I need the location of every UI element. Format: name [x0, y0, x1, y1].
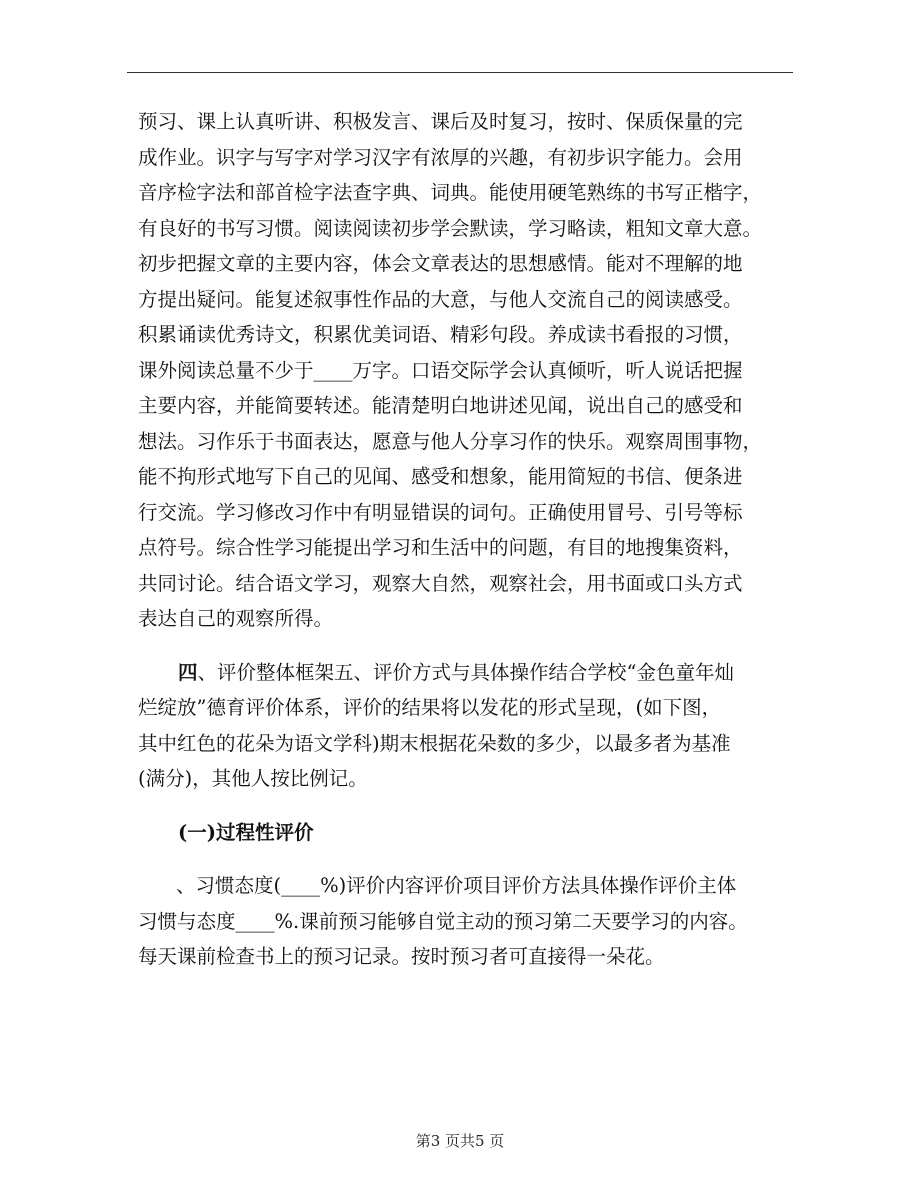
text-line: 行交流。学习修改习作中有明显错误的词句。正确使用冒号、引号等标: [138, 500, 743, 524]
text-line: 初步把握文章的主要内容，体会文章表达的思想感情。能对不理解的地: [138, 252, 743, 275]
page-footer: 第3 页共5 页: [415, 1132, 505, 1150]
text-line: 课外阅读总量不少于____万字。口语交际学会认真倾听，听人说话把握: [138, 358, 743, 382]
text-line: 习惯与态度____%.课前预习能够自觉主动的预习第二天要学习的内容。: [138, 909, 748, 933]
text-line: [138, 655, 793, 691]
text-line: 每天课前检查书上的预习记录。按时预习者可直接得一朵花。: [138, 945, 665, 968]
paragraph-1: [138, 104, 793, 637]
text-line: (满分)，其他人按比例记。: [138, 767, 368, 790]
text-line: 预习、课上认真听讲、积极发言、课后及时复习，按时、保质保量的完: [138, 110, 743, 133]
section-heading: (一)过程性评价: [178, 820, 314, 844]
text-line: 其中红色的花朵为语文学科)期末根据花朵数的多少，以最多者为基准: [138, 731, 731, 755]
paragraph-2: [138, 655, 793, 797]
header-rule: [127, 72, 793, 73]
text-line: 方提出疑问。能复述叙事性作品的大意，与他人交流自己的阅读感受。: [138, 287, 743, 311]
text-line: 点符号。综合性学习能提出学习和生活中的问题，有目的地搜集资料，: [138, 536, 743, 559]
text-line: 、习惯态度(____%)评价内容评价项目评价方法具体操作评价主体: [176, 874, 737, 897]
text-line: 能不拘形式地写下自己的见闻、感受和想象，能用简短的书信、便条进: [138, 465, 743, 488]
text-line: 主要内容，并能简要转述。能清楚明白地讲述见闻，说出自己的感受和: [138, 394, 743, 417]
text-line: 有良好的书写习惯。阅读阅读初步学会默读，学习略读，粗知文章大意。: [138, 216, 763, 240]
section-number: 四: [178, 660, 198, 684]
text-line: 积累诵读优秀诗文，积累优美词语、精彩句段。养成读书看报的习惯，: [138, 323, 743, 346]
document-body: [138, 104, 793, 975]
text-line: 烂绽放”德育评价体系，评价的结果将以发花的形式呈现，(如下图，: [138, 696, 722, 719]
text-line: 成作业。识字与写字对学习汉字有浓厚的兴趣，有初步识字能力。会用: [138, 145, 743, 169]
text-line: 共同讨论。结合语文学习，观察大自然，观察社会，用书面或口头方式: [138, 571, 743, 595]
text-line: 音序检字法和部首检字法查字典、词典。能使用硬笔熟练的书写正楷字，: [138, 181, 763, 204]
text-line: 表达自己的观察所得。: [138, 607, 334, 630]
text-span: 、评价整体框架五、评价方式与具体操作结合学校“金色童年灿: [197, 660, 734, 684]
paragraph-3: [138, 868, 793, 975]
text-line: 想法。习作乐于书面表达，愿意与他人分享习作的快乐。观察周围事物，: [138, 429, 763, 453]
